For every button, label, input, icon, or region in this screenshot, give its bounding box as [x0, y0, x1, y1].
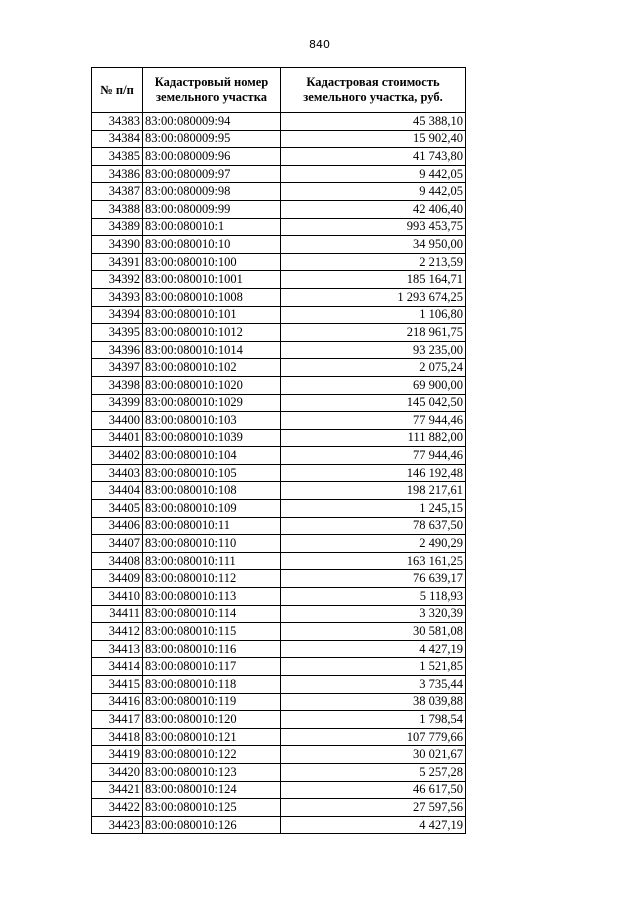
table-row	[92, 500, 466, 518]
row-cadastral-value: 107 779,66	[281, 728, 466, 746]
row-cadastral-value: 9 442,05	[281, 183, 466, 201]
row-cadastral-value: 42 406,40	[281, 200, 466, 218]
table-row	[92, 412, 466, 430]
row-cadastral-number: 83:00:080010:125	[143, 799, 281, 817]
row-cadastral-number: 83:00:080010:104	[143, 447, 281, 465]
table-row	[92, 200, 466, 218]
row-index: 34414	[92, 658, 143, 676]
row-cadastral-value: 45 388,10	[281, 113, 466, 131]
row-cadastral-number: 83:00:080010:1039	[143, 429, 281, 447]
table-row	[92, 816, 466, 834]
row-index: 34420	[92, 763, 143, 781]
row-cadastral-value: 78 637,50	[281, 517, 466, 535]
table-row	[92, 693, 466, 711]
row-cadastral-number: 83:00:080010:126	[143, 816, 281, 834]
row-cadastral-value: 1 798,54	[281, 711, 466, 729]
row-index: 34421	[92, 781, 143, 799]
row-index: 34423	[92, 816, 143, 834]
row-cadastral-number: 83:00:080010:124	[143, 781, 281, 799]
row-index: 34397	[92, 359, 143, 377]
row-cadastral-value: 34 950,00	[281, 236, 466, 254]
row-index: 34391	[92, 253, 143, 271]
row-index: 34408	[92, 552, 143, 570]
row-cadastral-value: 218 961,75	[281, 324, 466, 342]
table-row	[92, 728, 466, 746]
row-cadastral-value: 69 900,00	[281, 376, 466, 394]
row-index: 34405	[92, 500, 143, 518]
row-cadastral-value: 3 735,44	[281, 676, 466, 694]
row-cadastral-value: 163 161,25	[281, 552, 466, 570]
row-index: 34410	[92, 588, 143, 606]
row-cadastral-value: 4 427,19	[281, 640, 466, 658]
row-index: 34384	[92, 130, 143, 148]
row-cadastral-value: 198 217,61	[281, 482, 466, 500]
row-cadastral-value: 77 944,46	[281, 447, 466, 465]
table-row	[92, 148, 466, 166]
table-row	[92, 658, 466, 676]
table-row	[92, 763, 466, 781]
row-cadastral-value: 46 617,50	[281, 781, 466, 799]
row-index: 34395	[92, 324, 143, 342]
table-row	[92, 605, 466, 623]
row-cadastral-number: 83:00:080010:101	[143, 306, 281, 324]
row-cadastral-number: 83:00:080010:105	[143, 464, 281, 482]
row-index: 34386	[92, 165, 143, 183]
row-index: 34389	[92, 218, 143, 236]
table-row	[92, 799, 466, 817]
row-index: 34416	[92, 693, 143, 711]
table-row	[92, 746, 466, 764]
row-index: 34396	[92, 341, 143, 359]
row-index: 34411	[92, 605, 143, 623]
header-index: № п/п	[92, 68, 143, 113]
table-row	[92, 517, 466, 535]
table-row	[92, 464, 466, 482]
table-row	[92, 623, 466, 641]
row-cadastral-value: 2 213,59	[281, 253, 466, 271]
row-cadastral-number: 83:00:080010:116	[143, 640, 281, 658]
table-row	[92, 183, 466, 201]
table-row	[92, 165, 466, 183]
row-index: 34422	[92, 799, 143, 817]
row-cadastral-number: 83:00:080010:108	[143, 482, 281, 500]
table-row	[92, 113, 466, 131]
row-cadastral-number: 83:00:080010:1	[143, 218, 281, 236]
row-cadastral-value: 30 581,08	[281, 623, 466, 641]
row-index: 34412	[92, 623, 143, 641]
row-cadastral-value: 76 639,17	[281, 570, 466, 588]
header-cadastral-number: Кадастровый номер земельного участка	[143, 68, 281, 113]
row-cadastral-value: 4 427,19	[281, 816, 466, 834]
cadastral-value-table	[91, 67, 466, 834]
row-cadastral-value: 30 021,67	[281, 746, 466, 764]
row-cadastral-number: 83:00:080010:1014	[143, 341, 281, 359]
table-row	[92, 306, 466, 324]
row-index: 34402	[92, 447, 143, 465]
row-cadastral-value: 146 192,48	[281, 464, 466, 482]
table-row	[92, 588, 466, 606]
table-row	[92, 394, 466, 412]
row-cadastral-value: 77 944,46	[281, 412, 466, 430]
row-cadastral-value: 38 039,88	[281, 693, 466, 711]
row-cadastral-number: 83:00:080010:1001	[143, 271, 281, 289]
row-index: 34394	[92, 306, 143, 324]
row-cadastral-number: 83:00:080010:109	[143, 500, 281, 518]
row-cadastral-number: 83:00:080010:114	[143, 605, 281, 623]
table-header-row	[92, 68, 466, 113]
row-cadastral-value: 2 490,29	[281, 535, 466, 553]
row-cadastral-value: 1 106,80	[281, 306, 466, 324]
row-index: 34418	[92, 728, 143, 746]
row-cadastral-value: 15 902,40	[281, 130, 466, 148]
page-number: 840	[309, 38, 330, 51]
row-cadastral-value: 2 075,24	[281, 359, 466, 377]
row-index: 34390	[92, 236, 143, 254]
row-index: 34415	[92, 676, 143, 694]
row-cadastral-number: 83:00:080010:119	[143, 693, 281, 711]
table-row	[92, 447, 466, 465]
row-cadastral-number: 83:00:080010:1008	[143, 288, 281, 306]
row-cadastral-value: 185 164,71	[281, 271, 466, 289]
row-index: 34393	[92, 288, 143, 306]
row-cadastral-number: 83:00:080009:99	[143, 200, 281, 218]
table-row	[92, 429, 466, 447]
row-index: 34392	[92, 271, 143, 289]
row-index: 34409	[92, 570, 143, 588]
row-cadastral-value: 5 257,28	[281, 763, 466, 781]
table-row	[92, 535, 466, 553]
row-cadastral-number: 83:00:080010:123	[143, 763, 281, 781]
row-cadastral-value: 145 042,50	[281, 394, 466, 412]
table-row	[92, 552, 466, 570]
table-row	[92, 324, 466, 342]
row-cadastral-value: 5 118,93	[281, 588, 466, 606]
row-cadastral-number: 83:00:080009:95	[143, 130, 281, 148]
row-cadastral-number: 83:00:080009:94	[143, 113, 281, 131]
table-row	[92, 640, 466, 658]
row-cadastral-number: 83:00:080010:103	[143, 412, 281, 430]
row-index: 34401	[92, 429, 143, 447]
row-index: 34400	[92, 412, 143, 430]
row-index: 34388	[92, 200, 143, 218]
table-row	[92, 482, 466, 500]
row-index: 34406	[92, 517, 143, 535]
table-row	[92, 376, 466, 394]
row-cadastral-number: 83:00:080010:110	[143, 535, 281, 553]
table-row	[92, 359, 466, 377]
row-cadastral-number: 83:00:080010:121	[143, 728, 281, 746]
row-index: 34385	[92, 148, 143, 166]
row-cadastral-number: 83:00:080009:98	[143, 183, 281, 201]
row-cadastral-value: 9 442,05	[281, 165, 466, 183]
row-index: 34419	[92, 746, 143, 764]
row-cadastral-number: 83:00:080010:111	[143, 552, 281, 570]
row-cadastral-number: 83:00:080010:100	[143, 253, 281, 271]
row-cadastral-value: 111 882,00	[281, 429, 466, 447]
row-cadastral-number: 83:00:080010:112	[143, 570, 281, 588]
row-cadastral-value: 41 743,80	[281, 148, 466, 166]
row-cadastral-value: 1 521,85	[281, 658, 466, 676]
table-row	[92, 236, 466, 254]
row-cadastral-value: 1 293 674,25	[281, 288, 466, 306]
row-cadastral-number: 83:00:080010:120	[143, 711, 281, 729]
row-cadastral-value: 27 597,56	[281, 799, 466, 817]
row-index: 34403	[92, 464, 143, 482]
row-cadastral-number: 83:00:080010:117	[143, 658, 281, 676]
row-index: 34383	[92, 113, 143, 131]
row-cadastral-number: 83:00:080010:118	[143, 676, 281, 694]
table-row	[92, 288, 466, 306]
table-row	[92, 253, 466, 271]
header-cadastral-value: Кадастровая стоимость земельного участка, руб.	[281, 68, 466, 113]
row-index: 34404	[92, 482, 143, 500]
row-cadastral-number: 83:00:080010:102	[143, 359, 281, 377]
row-index: 34407	[92, 535, 143, 553]
table-row	[92, 711, 466, 729]
row-cadastral-number: 83:00:080010:122	[143, 746, 281, 764]
row-cadastral-number: 83:00:080010:11	[143, 517, 281, 535]
row-index: 34398	[92, 376, 143, 394]
row-cadastral-number: 83:00:080009:96	[143, 148, 281, 166]
row-cadastral-number: 83:00:080010:10	[143, 236, 281, 254]
table-row	[92, 781, 466, 799]
row-cadastral-value: 993 453,75	[281, 218, 466, 236]
row-cadastral-number: 83:00:080010:1029	[143, 394, 281, 412]
row-index: 34387	[92, 183, 143, 201]
row-cadastral-value: 3 320,39	[281, 605, 466, 623]
table-body	[92, 113, 466, 834]
table-row	[92, 570, 466, 588]
row-cadastral-number: 83:00:080010:1012	[143, 324, 281, 342]
row-cadastral-value: 93 235,00	[281, 341, 466, 359]
row-cadastral-number: 83:00:080009:97	[143, 165, 281, 183]
row-index: 34399	[92, 394, 143, 412]
table-row	[92, 271, 466, 289]
row-index: 34417	[92, 711, 143, 729]
row-index: 34413	[92, 640, 143, 658]
row-cadastral-number: 83:00:080010:113	[143, 588, 281, 606]
table-row	[92, 130, 466, 148]
table-row	[92, 341, 466, 359]
row-cadastral-number: 83:00:080010:115	[143, 623, 281, 641]
table-row	[92, 218, 466, 236]
row-cadastral-number: 83:00:080010:1020	[143, 376, 281, 394]
row-cadastral-value: 1 245,15	[281, 500, 466, 518]
table-row	[92, 676, 466, 694]
